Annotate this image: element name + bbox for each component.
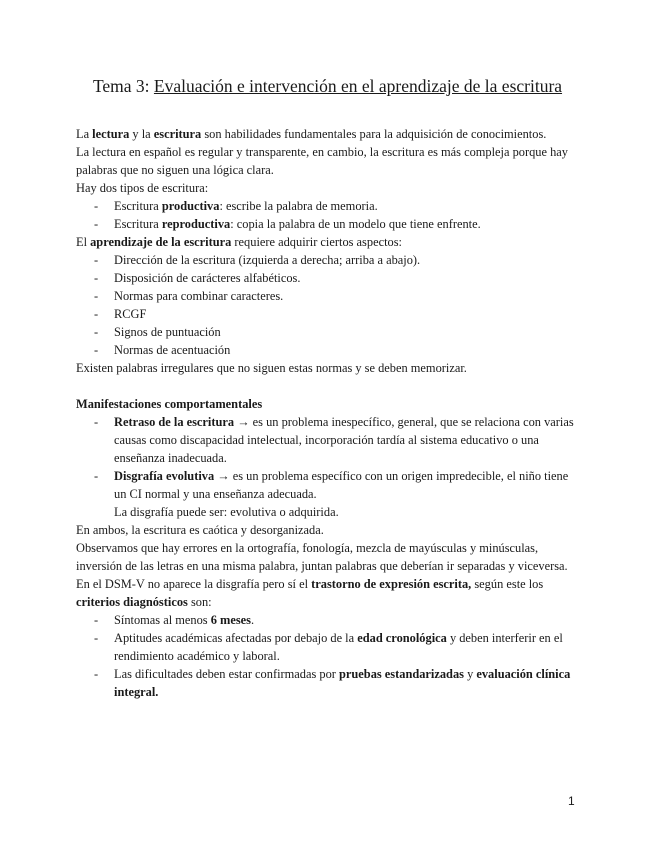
list-criterios: [76, 611, 576, 701]
list-item: - RCGF: [76, 305, 576, 323]
section-heading: Manifestaciones comportamentales: [76, 397, 263, 411]
list-item: - Disposición de carácteres alfabéticos.: [76, 269, 576, 287]
list-tipos-escritura: [76, 197, 576, 233]
list-aspectos: [76, 251, 576, 359]
list-manifestaciones: [76, 413, 576, 521]
list-item: - Retraso de la escritura → es un problema inespecífico, general, que se relaciona con varias causas como discapacidad intelectual, incorporación tardía al sistema educativo o una enseñanza inadecuada.: [76, 413, 576, 467]
list-item: - Aptitudes académicas afectadas por debajo de la edad cronológica y deben interferir en el rendimiento académico y laboral.: [76, 629, 576, 665]
paragraph: La lectura en español es regular y transparente, en cambio, la escritura es más compleja porque hay palabras que no siguen una lógica clara.: [76, 145, 568, 177]
title-prefix: Tema 3:: [92, 76, 150, 96]
list-item: - Normas de acentuación: [76, 341, 576, 359]
paragraph: En ambos, la escritura es caótica y desorganizada.: [76, 523, 324, 537]
list-item: - Signos de puntuación: [76, 323, 576, 341]
paragraph: La lectura y la escritura son habilidades fundamentales para la adquisición de conocimientos.: [76, 127, 547, 141]
list-note: La disgrafía puede ser: evolutiva o adquirida.: [114, 505, 339, 519]
page-title: [0, 76, 655, 97]
paragraph: En el DSM-V no aparece la disgrafía pero sí el trastorno de expresión escrita, según este los criterios diagnósticos son:: [76, 577, 544, 609]
list-item: - Escritura reproductiva: copia la palabra de un modelo que tiene enfrente.: [76, 215, 576, 233]
spacer: [76, 377, 576, 395]
list-item: - Síntomas al menos 6 meses.: [76, 611, 576, 629]
page-number: 1: [568, 794, 575, 808]
list-item: - Disgrafía evolutiva → es un problema específico con un origen impredecible, el niño tiene un CI normal y una enseñanza adecuada.: [76, 467, 576, 503]
list-item: - Escritura productiva: escribe la palabra de memoria.: [76, 197, 576, 215]
list-item: - Dirección de la escritura (izquierda a derecha; arriba a abajo).: [76, 251, 576, 269]
paragraph: Existen palabras irregulares que no siguen estas normas y se deben memorizar.: [76, 361, 467, 375]
document-body: [76, 125, 576, 701]
list-item: - Normas para combinar caracteres.: [76, 287, 576, 305]
title-subtitle: Evaluación e intervención en el aprendizaje de la escritura: [153, 76, 563, 96]
list-item: - Las dificultades deben estar confirmadas por pruebas estandarizadas y evaluación clínica integral.: [76, 665, 576, 701]
paragraph: Hay dos tipos de escritura:: [76, 181, 209, 195]
paragraph: Observamos que hay errores en la ortografía, fonología, mezcla de mayúsculas y minúsculas, inversión de las letras en una misma palabra, juntan palabras que deberían ir separadas y viceversa.: [76, 541, 568, 573]
paragraph: El aprendizaje de la escritura requiere adquirir ciertos aspectos:: [76, 235, 402, 249]
